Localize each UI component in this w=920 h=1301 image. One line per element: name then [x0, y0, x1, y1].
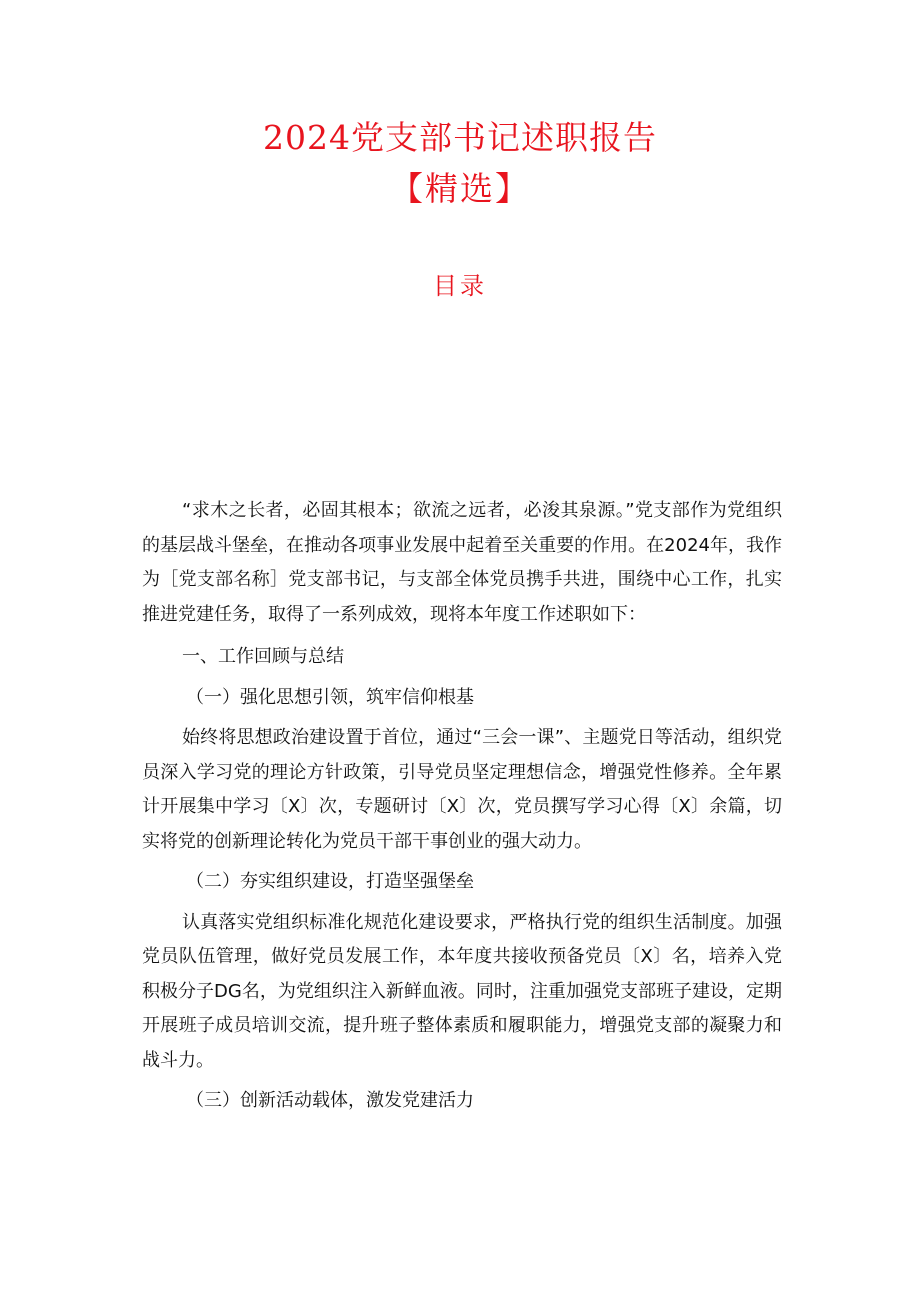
document-body: [142, 494, 782, 1125]
subsection-heading: （二）夯实组织建设，打造坚强堡垒: [186, 871, 474, 892]
toc-heading: 目录: [433, 272, 487, 300]
subsection-paragraph: 始终将思想政治建设置于首位，通过“三会一课”、主题党日等活动，组织党员深入学习党的理论方针政策，引导党员坚定理想信念，增强党性修养。全年累计开展集中学习〔X〕次，专题研讨〔X〕次，党员撰写学习心得〔X〕余篇，切实将党的创新理论转化为党员干部干事创业的强大动力。: [142, 727, 782, 852]
subsection-heading: （三）创新活动载体，激发党建活力: [186, 1090, 474, 1111]
document-subtitle: 【精选】: [390, 169, 530, 208]
subsection-paragraph: 认真落实党组织标准化规范化建设要求，严格执行党的组织生活制度。加强党员队伍管理，做好党员发展工作，本年度共接收预备党员〔X〕名，培养入党积极分子DG名，为党组织注入新鲜血液。同时，注重加强党支部班子建设，定期开展班子成员培训交流，提升班子整体素质和履职能力，增强党支部的凝聚力和战斗力。: [142, 911, 782, 1071]
section-heading: 一、工作回顾与总结: [182, 646, 344, 667]
document-title: 2024党支部书记述职报告: [263, 118, 657, 157]
subsection-heading: （一）强化思想引领，筑牢信仰根基: [186, 686, 474, 708]
intro-paragraph: “求木之长者，必固其根本；欲流之远者，必浚其泉源。”党支部作为党组织的基层战斗堡垒，在推动各项事业发展中起着至关重要的作用。在2024年，我作为［党支部名称］党支部书记，与支部全体党员携手共进，围绕中心工作，扎实推进党建任务，取得了一系列成效，现将本年度工作述职如下：: [142, 500, 782, 625]
